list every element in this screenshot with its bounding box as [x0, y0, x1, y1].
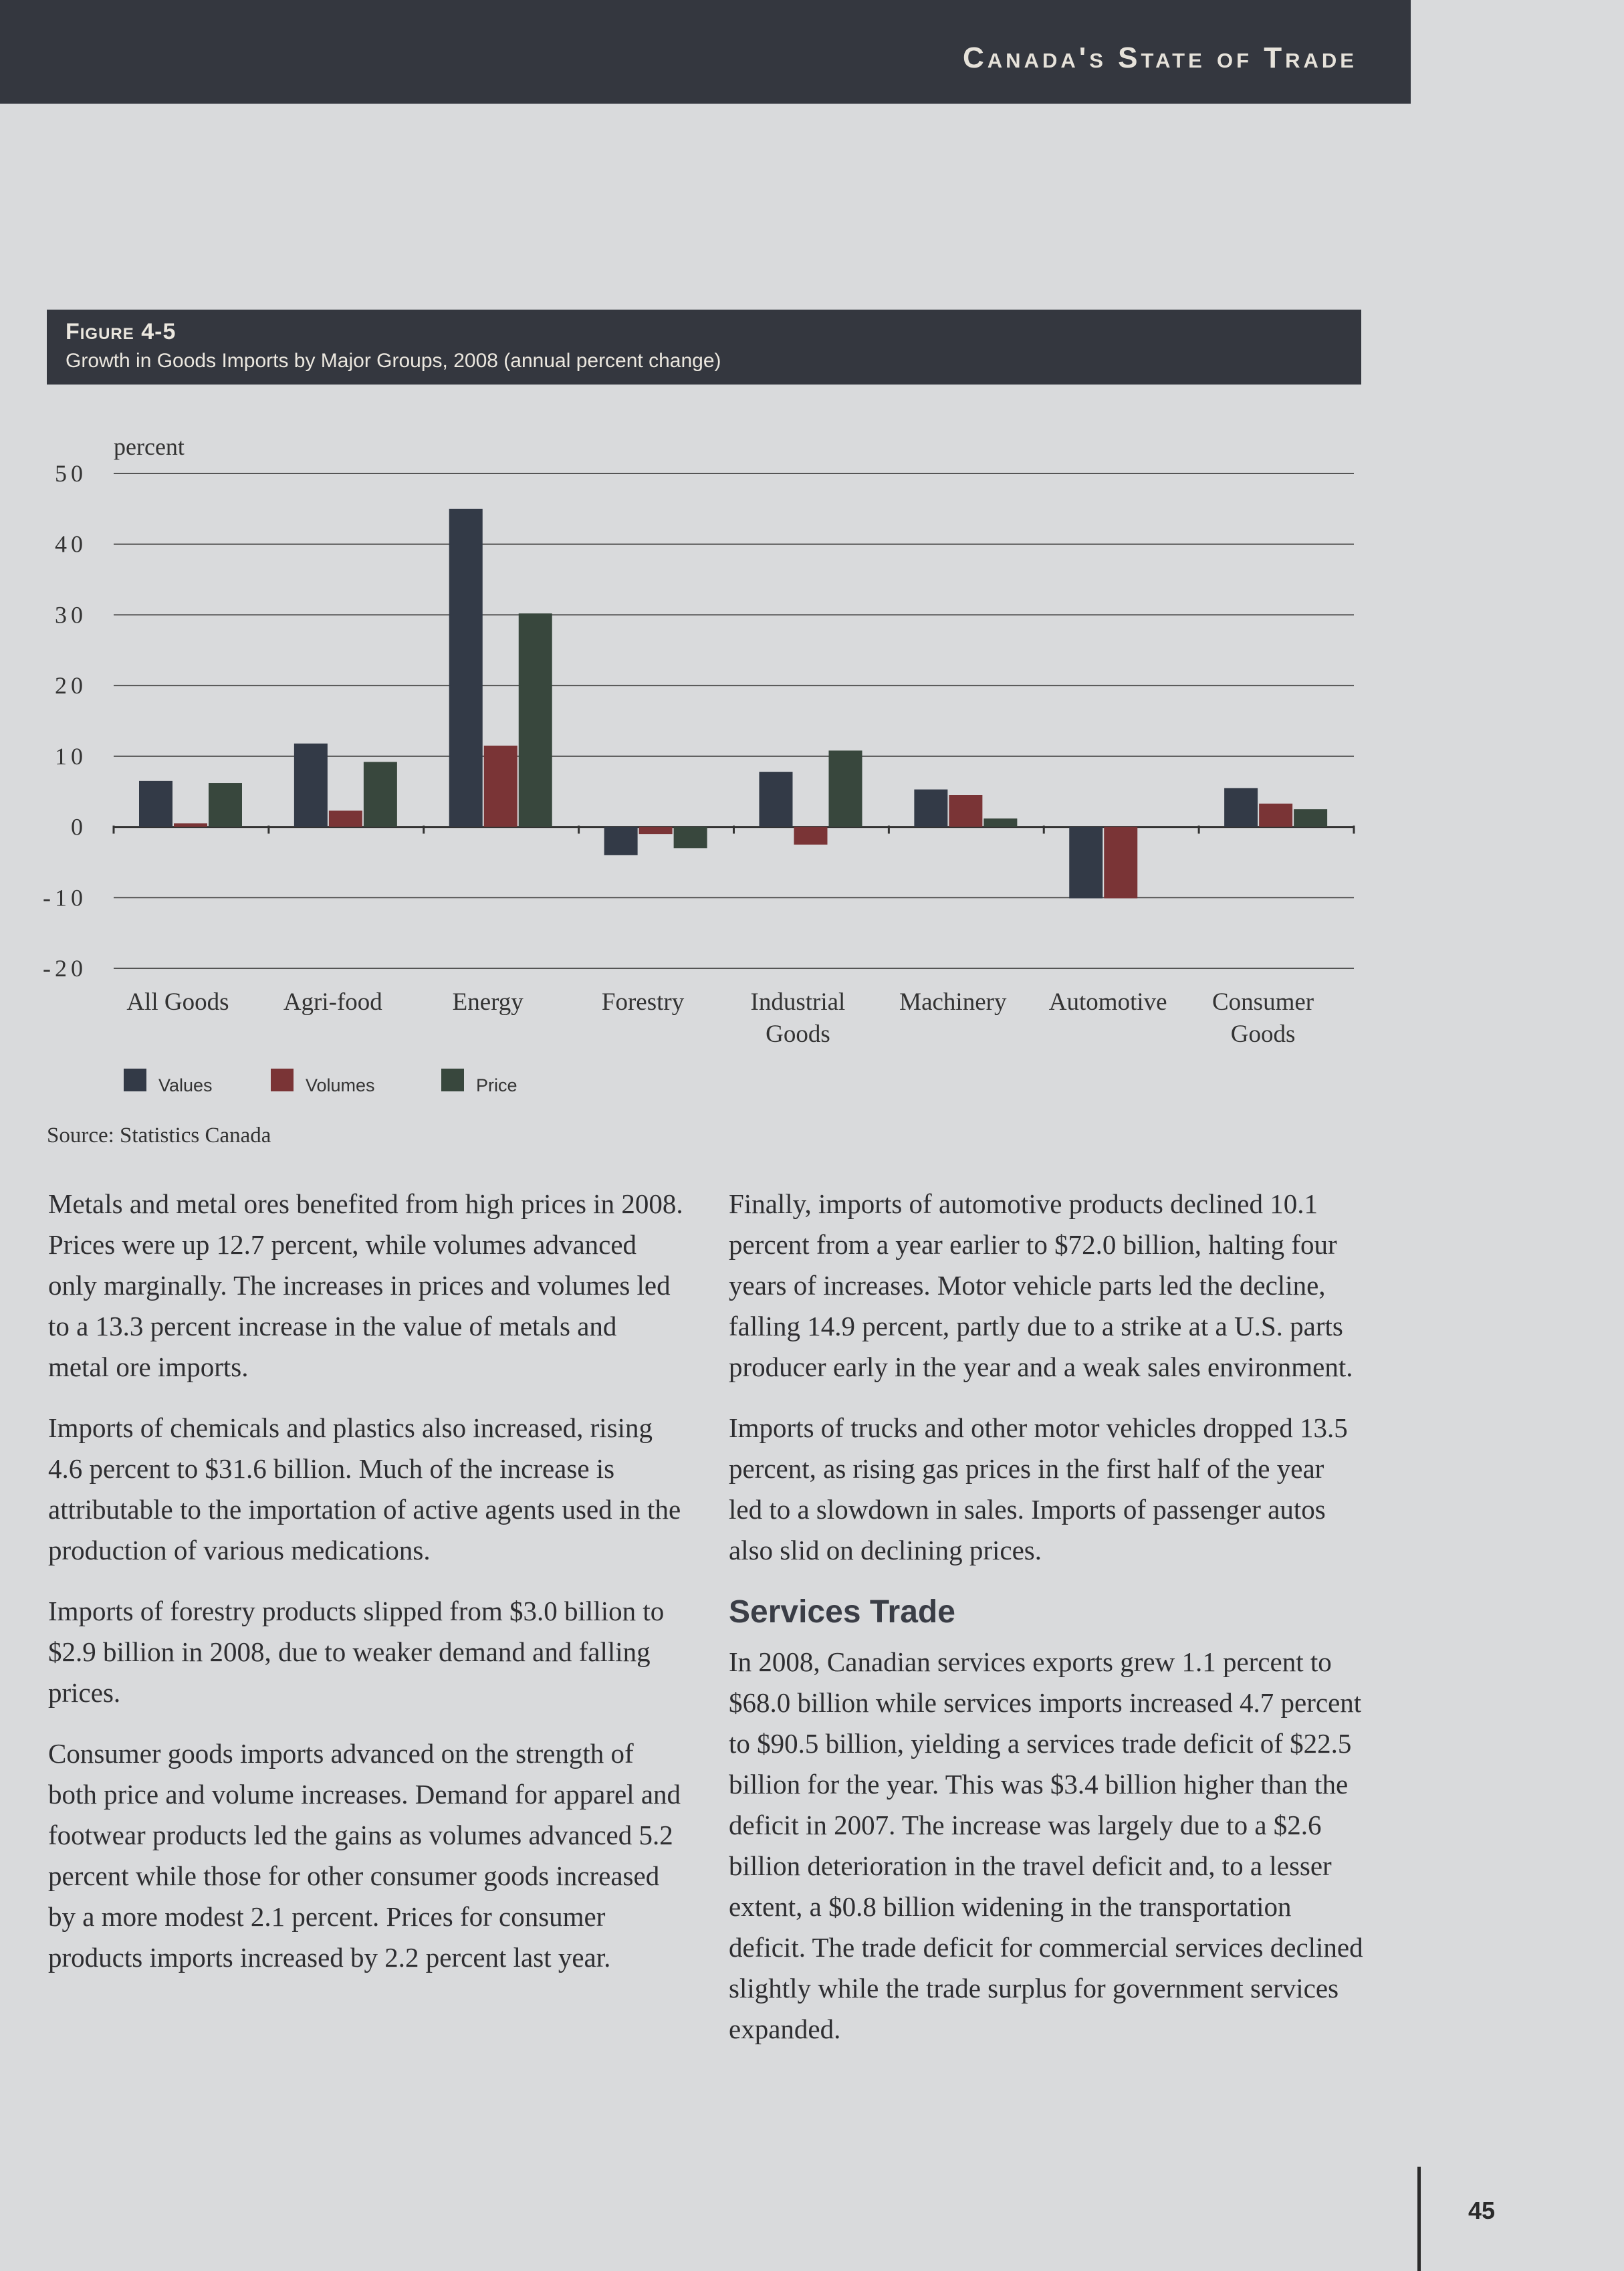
paragraph: Finally, imports of automotive products declined 10.1 percent from a year earlier to $72.0 billion, halting four years of increases. Motor vehicle parts led the decline, falling 14.9 percent, partly due to a strike at a U.S. parts producer early in the year and a weak sales environment. [729, 1188, 1353, 1382]
chart-x-tick-label [126, 988, 229, 1016]
chart-x-tick-label-line: Forestry [601, 988, 685, 1016]
chart-bar-values [294, 744, 328, 827]
chart-x-tick-label [1049, 988, 1167, 1016]
chart-y-axis-label: percent [114, 433, 185, 460]
chart-bar-values [449, 509, 483, 827]
chart-legend-label: Values [158, 1075, 213, 1095]
header-band [0, 0, 1411, 104]
chart-x-tick-label [453, 988, 524, 1016]
chart-bar-volumes [1259, 804, 1292, 827]
chart-legend-label: Volumes [306, 1075, 375, 1095]
figure-caption: Growth in Goods Imports by Major Groups, 2008 (annual percent change) [66, 350, 721, 372]
chart-bar-values [914, 790, 947, 827]
chart-x-tick-label [1212, 988, 1314, 1048]
chart-legend-swatch [271, 1069, 294, 1091]
chart-bar-values [1224, 788, 1258, 827]
chart-x-tick-label-line: Machinery [899, 988, 1007, 1016]
figure-banner [47, 310, 1361, 385]
chart-bar-price [519, 613, 552, 827]
page-number: 45 [1468, 2197, 1496, 2224]
chart-x-tick-label-line: Agri-food [283, 988, 382, 1016]
running-header-title: Canada's State of Trade [963, 41, 1357, 74]
chart-x-tick-label-line: Goods [1230, 1020, 1296, 1048]
chart-y-tick-label: 50 [55, 460, 87, 487]
chart-bar-values [139, 781, 172, 827]
chart-bar-price [1294, 809, 1327, 827]
chart-legend-swatch [441, 1069, 464, 1091]
chart-bar-volumes [174, 823, 207, 827]
chart-legend-label: Price [476, 1075, 517, 1095]
chart-y-tick-label: -10 [43, 884, 87, 911]
chart-bar-values [1069, 827, 1103, 899]
chart-x-tick-label [602, 988, 685, 1016]
paragraph: Consumer goods imports advanced on the strength of both price and volume increases. Demand for apparel and footwear products led the gains as volumes advanced 5.2 percent while those for other consumer goods increased by a more modest 2.1 percent. Prices for consumer products imports increased by 2.2 percent last year. [48, 1738, 681, 1973]
chart-gridlines [114, 473, 1354, 968]
chart-bar-volumes [329, 810, 362, 827]
chart-x-tick-label-line: Energy [452, 988, 524, 1016]
figure-label: Figure 4-5 [66, 319, 177, 344]
chart-x-tick-label [283, 988, 382, 1016]
chart-x-tick-label-line: Automotive [1048, 988, 1167, 1016]
chart-x-tick-label-line: Goods [766, 1020, 830, 1048]
bar-chart [0, 401, 1404, 1110]
chart-bar-price [829, 750, 862, 827]
chart-bar-price [364, 762, 397, 827]
paragraph: Metals and metal ores benefited from high prices in 2008. Prices were up 12.7 percent, while volumes advanced only marginally. The increases in prices and volumes led to a 13.3 percent increase in the value of metals and metal ore imports. [48, 1188, 683, 1382]
chart-x-tick-label-line: Consumer [1212, 988, 1314, 1016]
chart-x-tick-label [899, 988, 1007, 1016]
chart-y-tick-label: 10 [55, 742, 87, 770]
figure-source: Source: Statistics Canada [47, 1123, 271, 1148]
chart-y-tick-label: 40 [55, 530, 87, 558]
paragraph: Imports of forestry products slipped from $3.0 billion to $2.9 billion in 2008, due to weaker demand and falling prices. [48, 1596, 665, 1708]
chart-bar-values [604, 827, 638, 855]
chart-bar-volumes [639, 827, 673, 835]
body-column-left [48, 1184, 683, 1998]
chart-x-tick-label-line: Industrial [750, 988, 846, 1016]
chart-y-tick-label: 20 [55, 672, 87, 699]
chart-bar-values [760, 772, 793, 827]
chart-y-tick-label: -20 [43, 955, 87, 982]
chart-legend [124, 1069, 517, 1095]
chart-y-tick-label: 0 [71, 813, 87, 841]
chart-y-tick-label: 30 [55, 601, 87, 629]
section-heading: Services Trade [729, 1594, 955, 1630]
chart-bar-volumes [1104, 827, 1137, 899]
page-number-rule [1417, 2167, 1421, 2271]
chart-bar-volumes [949, 795, 982, 827]
chart-bar-price [674, 827, 707, 849]
paragraph: Imports of chemicals and plastics also increased, rising 4.6 percent to $31.6 billion. Much of the increase is attributable to the importation of active agents used in the production of various medications. [48, 1412, 681, 1565]
chart-bar-price [209, 783, 242, 827]
chart-y-tick-labels [43, 460, 87, 982]
chart-legend-swatch [124, 1069, 146, 1091]
chart-x-tick-label [751, 988, 846, 1048]
chart-bars [139, 509, 1327, 898]
chart-x-tick-labels [126, 988, 1314, 1048]
chart-bar-price [983, 819, 1017, 827]
chart-bar-volumes [484, 746, 517, 827]
paragraph: In 2008, Canadian services exports grew 1.1 percent to $68.0 billion while services imports increased 4.7 percent to $90.5 billion, yielding a services trade deficit of $22.5 billion for the year. This was $3.4 billion higher than the deficit in 2007. The increase was largely due to a $2.6 billion deterioration in the travel deficit and, to a lesser extent, a $0.8 billion widening in the transportation deficit. The trade deficit for commercial services declined slightly while the trade surplus for government services expanded. [729, 1646, 1363, 2044]
chart-bar-volumes [794, 827, 828, 845]
chart-x-tick-label-line: All Goods [126, 988, 229, 1016]
paragraph: Imports of trucks and other motor vehicles dropped 13.5 percent, as rising gas prices in the first half of the year led to a slowdown in sales. Imports of passenger autos also slid on declining prices. [729, 1412, 1348, 1565]
body-column-right [729, 1184, 1364, 2070]
